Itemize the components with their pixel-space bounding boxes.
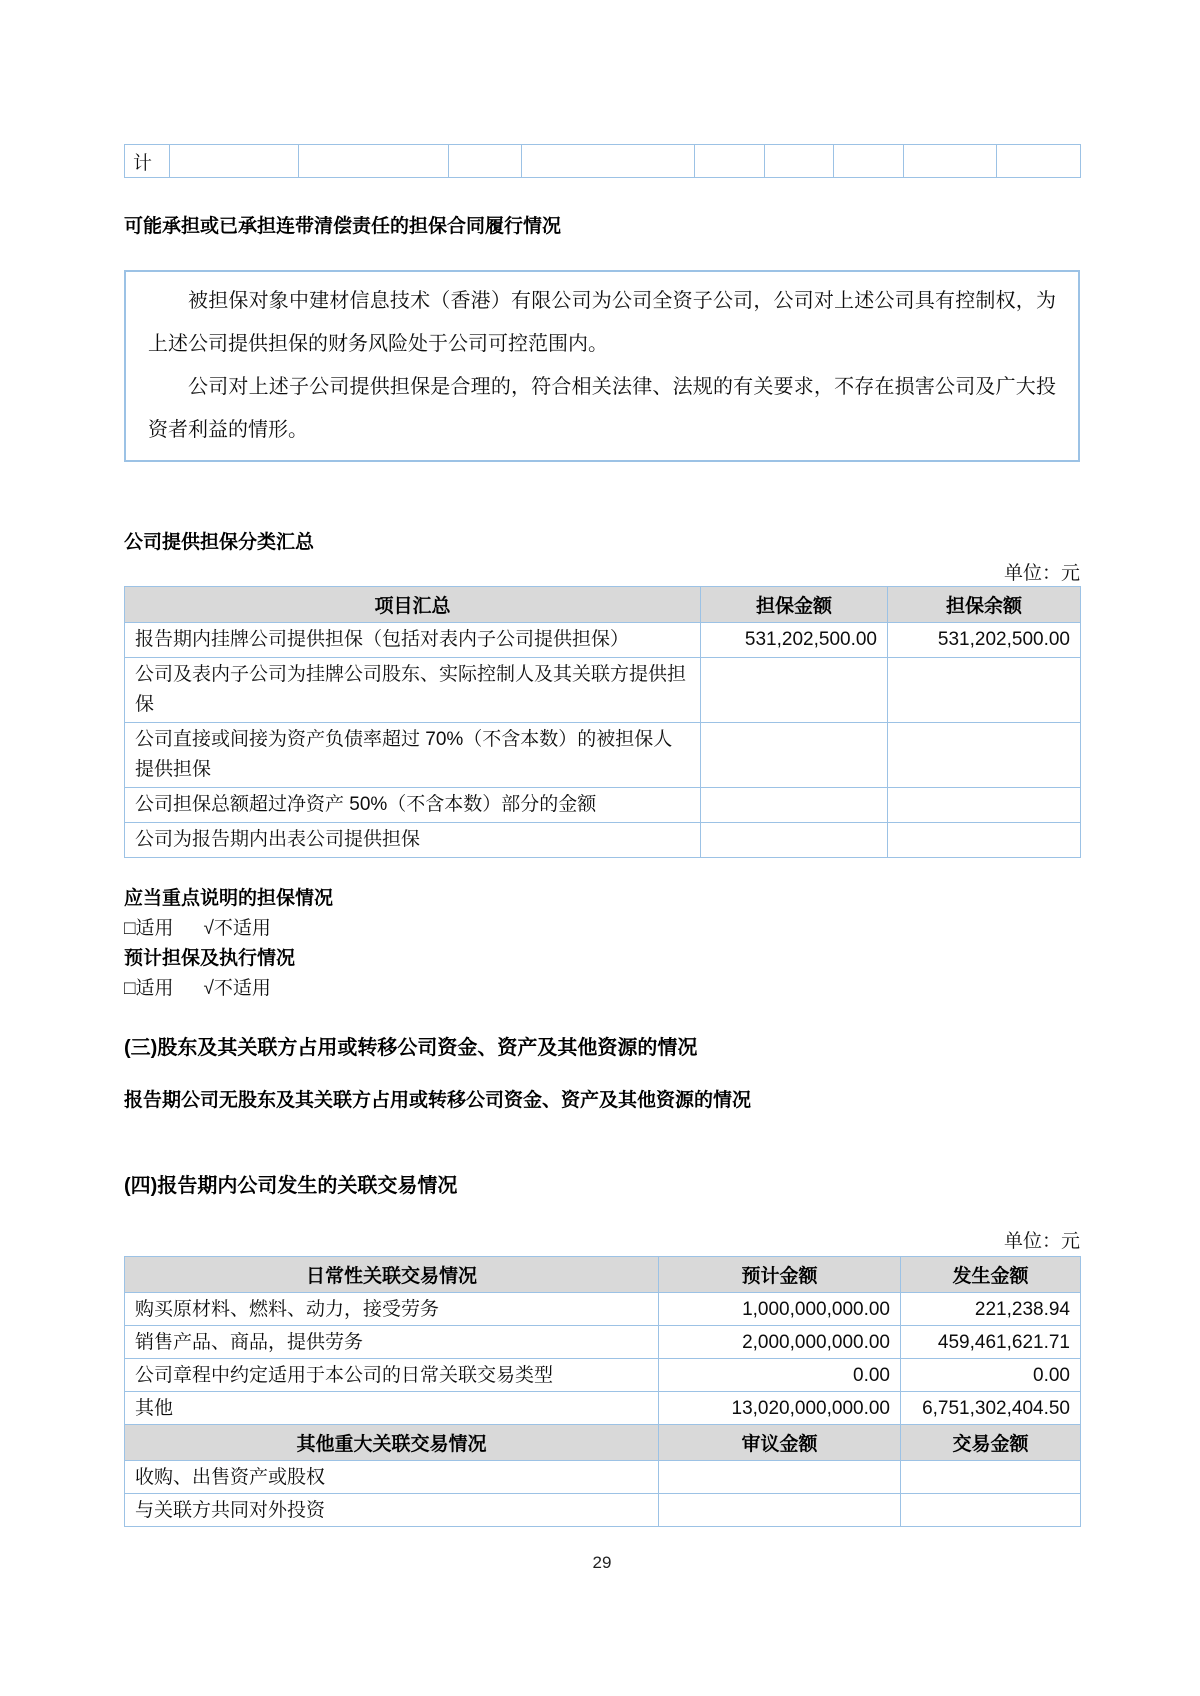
- empty-cell: [997, 145, 1081, 178]
- cell-actual: 0.00: [901, 1359, 1081, 1392]
- cell-item: 购买原材料、燃料、动力，接受劳务: [125, 1293, 659, 1326]
- cell-expected: 1,000,000,000.00: [659, 1293, 901, 1326]
- cell-item: 公司为报告期内出表公司提供担保: [125, 823, 701, 858]
- guarantee-summary-table: [124, 586, 1081, 858]
- guarantee-explanation-box: [124, 270, 1080, 462]
- table-row: [125, 1494, 1081, 1527]
- guarantee-contract-heading: 可能承担或已承担连带清偿责任的担保合同履行情况: [124, 216, 562, 237]
- empty-cell: [695, 145, 765, 178]
- table-header-row: [125, 1425, 1081, 1461]
- expected-guarantee-applicability: [124, 974, 1080, 1004]
- empty-cell: [765, 145, 834, 178]
- key-guarantee-applicability: [124, 914, 1080, 944]
- table-row: [125, 723, 1081, 788]
- cell-actual: 459,461,621.71: [901, 1326, 1081, 1359]
- cell-amount: [701, 788, 888, 823]
- cell-expected: 0.00: [659, 1359, 901, 1392]
- table-row: [125, 623, 1081, 658]
- page-content: [124, 144, 1080, 1573]
- cell-item: 与关联方共同对外投资: [125, 1494, 659, 1527]
- cell-item: 销售产品、商品，提供劳务: [125, 1326, 659, 1359]
- column-header-balance: 担保余额: [888, 587, 1081, 623]
- applicability-notes: [124, 884, 1080, 1004]
- empty-cell: [299, 145, 449, 178]
- cell-actual: 6,751,302,404.50: [901, 1392, 1081, 1425]
- section-three-body: 报告期公司无股东及其关联方占用或转移公司资金、资产及其他资源的情况: [124, 1090, 752, 1111]
- table-row: [125, 145, 1081, 178]
- cell-amount: [701, 823, 888, 858]
- cell-item: 公司及表内子公司为挂牌公司股东、实际控制人及其关联方提供担保: [125, 658, 701, 723]
- cell-balance: [888, 658, 1081, 723]
- checkmark-not-applicable: √不适用: [203, 918, 271, 939]
- checkbox-unchecked-applicable: □适用: [124, 918, 174, 939]
- cell-amount: 531,202,500.00: [701, 623, 888, 658]
- table-row: [125, 823, 1081, 858]
- cell-amount: [701, 658, 888, 723]
- total-label-cell: 计: [125, 145, 170, 178]
- table-row: [125, 788, 1081, 823]
- table-row: [125, 1326, 1081, 1359]
- column-header-expected: 预计金额: [659, 1257, 901, 1293]
- cell-expected: 2,000,000,000.00: [659, 1326, 901, 1359]
- cell-amount: [701, 723, 888, 788]
- cell-reviewed: [659, 1494, 901, 1527]
- empty-cell: [170, 145, 299, 178]
- cell-reviewed: [659, 1461, 901, 1494]
- cell-expected: 13,020,000,000.00: [659, 1392, 901, 1425]
- cell-item: 其他: [125, 1392, 659, 1425]
- section-three-heading: (三)股东及其关联方占用或转移公司资金、资产及其他资源的情况: [124, 1037, 698, 1059]
- column-header-reviewed: 审议金额: [659, 1425, 901, 1461]
- table-row: [125, 1392, 1081, 1425]
- cell-item: 公司直接或间接为资产负债率超过 70%（不含本数）的被担保人提供担保: [125, 723, 701, 788]
- cell-item: 报告期内挂牌公司提供担保（包括对表内子公司提供担保）: [125, 623, 701, 658]
- cell-balance: [888, 823, 1081, 858]
- cell-balance: 531,202,500.00: [888, 623, 1081, 658]
- column-header-item: 项目汇总: [125, 587, 701, 623]
- table-row: [125, 658, 1081, 723]
- column-header-daily-item: 日常性关联交易情况: [125, 1257, 659, 1293]
- table-header-row: [125, 587, 1081, 623]
- table-row: [125, 1461, 1081, 1494]
- column-header-transaction: 交易金额: [901, 1425, 1081, 1461]
- guarantee-summary-heading: 公司提供担保分类汇总: [124, 532, 315, 553]
- key-guarantee-note-heading: 应当重点说明的担保情况: [124, 888, 334, 909]
- empty-cell: [904, 145, 997, 178]
- cell-balance: [888, 788, 1081, 823]
- cell-transaction: [901, 1461, 1081, 1494]
- cell-item: 收购、出售资产或股权: [125, 1461, 659, 1494]
- cell-transaction: [901, 1494, 1081, 1527]
- explanation-paragraph: 公司对上述子公司提供担保是合理的，符合相关法律、法规的有关要求，不存在损害公司及广大投资者利益的情形。: [148, 376, 1056, 441]
- explanation-paragraph: 被担保对象中建材信息技术（香港）有限公司为公司全资子公司，公司对上述公司具有控制权，为上述公司提供担保的财务风险处于公司可控范围内。: [148, 290, 1056, 355]
- section-four-heading: (四)报告期内公司发生的关联交易情况: [124, 1175, 458, 1197]
- checkmark-not-applicable: √不适用: [203, 978, 271, 999]
- empty-cell: [449, 145, 522, 178]
- table-row: [125, 1359, 1081, 1392]
- unit-label: 单位：元: [1003, 563, 1080, 584]
- related-party-transactions-table: [124, 1256, 1081, 1527]
- table-row: [125, 1293, 1081, 1326]
- previous-table-total-row: [124, 144, 1081, 178]
- table-header-row: [125, 1257, 1081, 1293]
- checkbox-unchecked-applicable: □适用: [124, 978, 174, 999]
- unit-label: 单位：元: [1003, 1231, 1080, 1252]
- empty-cell: [522, 145, 695, 178]
- cell-actual: 221,238.94: [901, 1293, 1081, 1326]
- expected-guarantee-heading: 预计担保及执行情况: [124, 948, 296, 969]
- cell-balance: [888, 723, 1081, 788]
- page-number: 29: [592, 1553, 612, 1572]
- column-header-amount: 担保金额: [701, 587, 888, 623]
- cell-item: 公司章程中约定适用于本公司的日常关联交易类型: [125, 1359, 659, 1392]
- column-header-major-item: 其他重大关联交易情况: [125, 1425, 659, 1461]
- column-header-actual: 发生金额: [901, 1257, 1081, 1293]
- cell-item: 公司担保总额超过净资产 50%（不含本数）部分的金额: [125, 788, 701, 823]
- empty-cell: [834, 145, 904, 178]
